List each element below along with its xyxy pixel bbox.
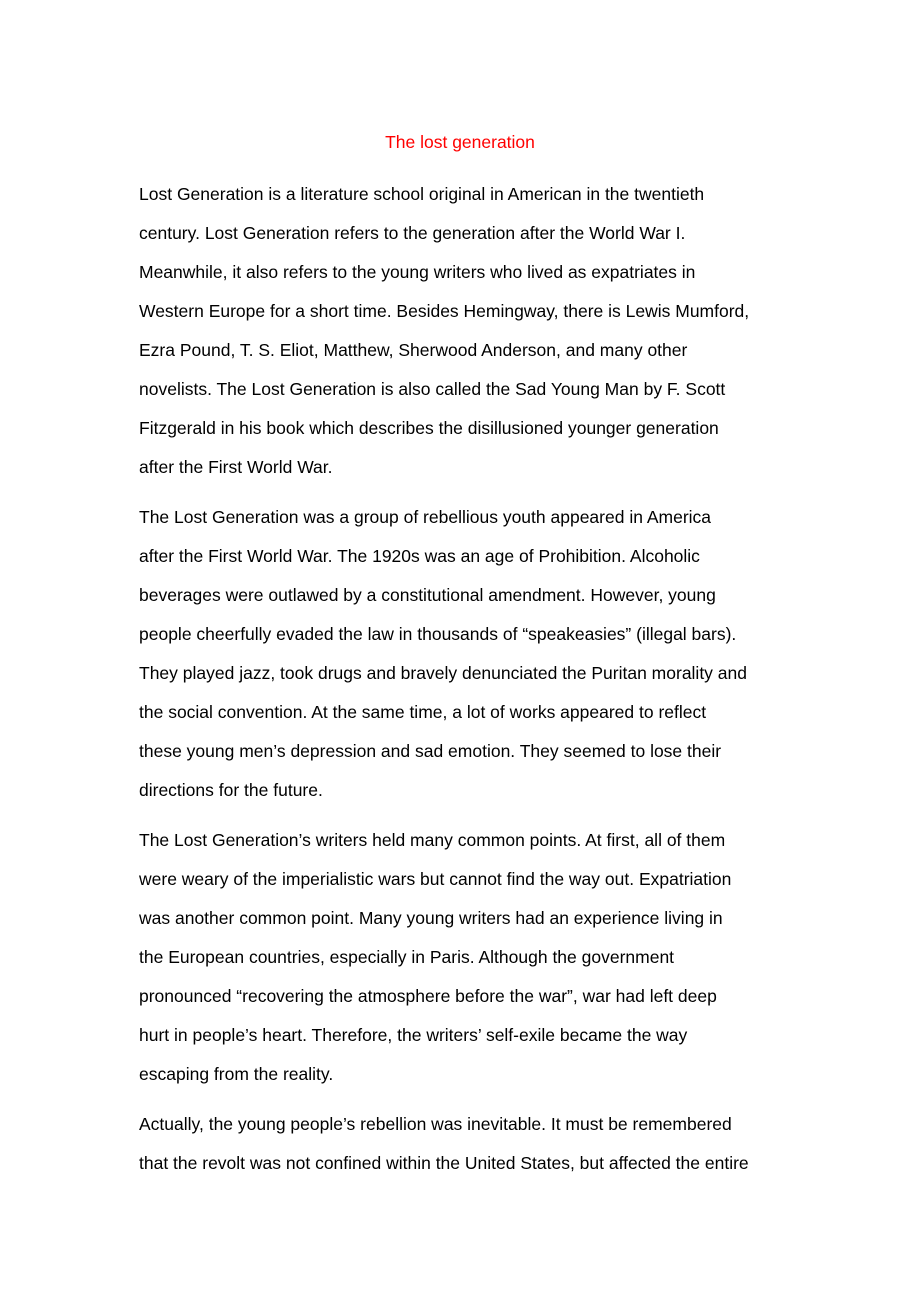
document-body [139,175,799,1194]
paragraph-3 [139,821,799,1094]
paragraph-line: hurt in people’s heart. Therefore, the writers’ self-exile became the way [139,1025,688,1045]
paragraph-line: directions for the future. [139,780,323,800]
paragraph-line: after the First World War. [139,457,333,477]
paragraph-line: Lost Generation is a literature school original in American in the twentieth [139,184,705,204]
paragraph-2 [139,498,799,810]
paragraph-line: after the First World War. The 1920s was an age of Prohibition. Alcoholic [139,546,700,566]
paragraph-line: century. Lost Generation refers to the generation after the World War I. [139,223,686,243]
document-title: The lost generation [385,132,535,152]
paragraph-line: Actually, the young people’s rebellion was inevitable. It must be remembered [139,1114,732,1134]
paragraph-line: Western Europe for a short time. Besides Hemingway, there is Lewis Mumford, [139,301,750,321]
paragraph-line: the social convention. At the same time, a lot of works appeared to reflect [139,702,707,722]
paragraph-line: these young men’s depression and sad emotion. They seemed to lose their [139,741,722,761]
paragraph-1 [139,175,799,487]
paragraph-line: that the revolt was not confined within the United States, but affected the entire [139,1153,749,1173]
paragraph-line: The Lost Generation’s writers held many common points. At first, all of them [139,830,726,850]
paragraph-line: novelists. The Lost Generation is also called the Sad Young Man by F. Scott [139,379,726,399]
paragraph-line: was another common point. Many young writers had an experience living in [139,908,723,928]
paragraph-line: escaping from the reality. [139,1064,334,1084]
paragraph-line: Ezra Pound, T. S. Eliot, Matthew, Sherwood Anderson, and many other [139,340,688,360]
paragraph-line: the European countries, especially in Paris. Although the government [139,947,675,967]
paragraph-line: people cheerfully evaded the law in thousands of “speakeasies” (illegal bars). [139,624,737,644]
paragraph-line: The Lost Generation was a group of rebellious youth appeared in America [139,507,712,527]
paragraph-line: beverages were outlawed by a constitutional amendment. However, young [139,585,716,605]
paragraph-4 [139,1105,799,1183]
paragraph-line: were weary of the imperialistic wars but cannot find the way out. Expatriation [139,869,732,889]
paragraph-line: pronounced “recovering the atmosphere before the war”, war had left deep [139,986,717,1006]
paragraph-line: Fitzgerald in his book which describes the disillusioned younger generation [139,418,719,438]
paragraph-line: Meanwhile, it also refers to the young writers who lived as expatriates in [139,262,696,282]
paragraph-line: They played jazz, took drugs and bravely denunciated the Puritan morality and [139,663,747,683]
